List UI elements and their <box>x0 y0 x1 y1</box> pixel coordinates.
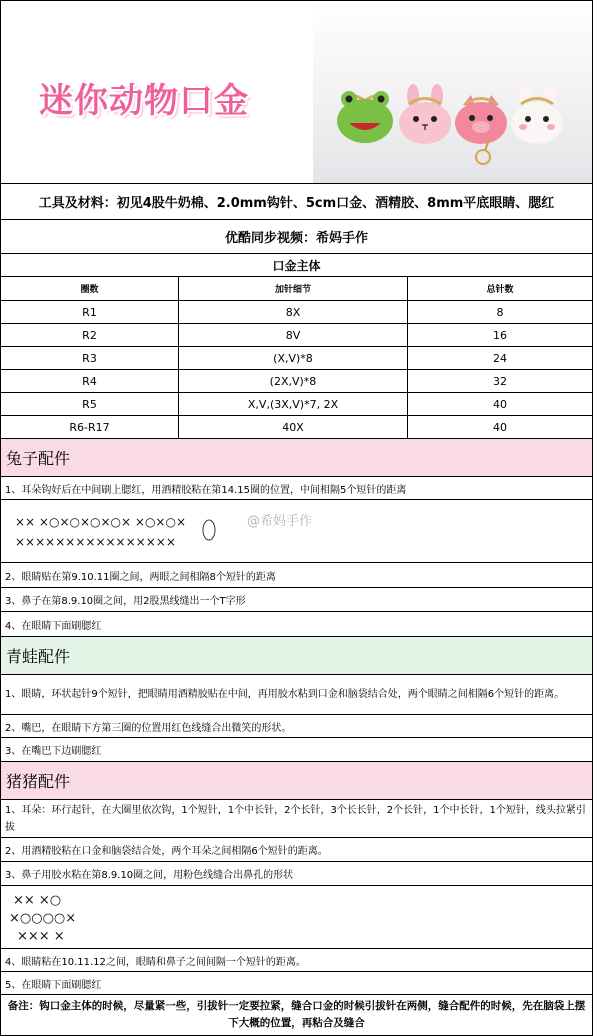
video-line: 优酷同步视频：希妈手作 <box>1 220 592 254</box>
note-text: 备注：钩口金主体的时候，尽量紧一些，引拔针一定要拉紧，缝合口金的时候引拔针在两侧，缝合配件的时候，先在脑袋上摆下大概的位置，再粘合及缝合 <box>7 1000 586 1029</box>
cell-round: R6-R17 <box>1 416 179 439</box>
cell-total: 32 <box>408 370 593 393</box>
header <box>1 1 592 184</box>
svg-text:×× ×○: ×× ×○ <box>13 893 62 908</box>
table-row <box>1 416 592 439</box>
cell-round: R5 <box>1 393 179 416</box>
cell-increase: (X,V)*8 <box>179 347 408 370</box>
pig-step-5: 5、在眼睛下面刷腮红 <box>1 972 592 995</box>
pig-ear-stitch-chart <box>7 888 127 946</box>
pig-section-title: 猪猪配件 <box>1 762 592 800</box>
table-title: 口金主体 <box>1 254 592 277</box>
table-row <box>1 370 592 393</box>
white-bunny-purse-image <box>511 86 563 144</box>
frog-step-2: 2、嘴巴，在眼睛下方第三圈的位置用红色线缝合出微笑的形状。 <box>1 715 592 738</box>
header-round: 圈数 <box>1 277 179 301</box>
crochet-purses-illustration <box>313 1 592 183</box>
stitch-table <box>1 277 592 439</box>
pig-purse-image <box>455 95 507 164</box>
cell-increase: (2X,V)*8 <box>179 370 408 393</box>
table-header-row <box>1 277 592 301</box>
cell-total: 8 <box>408 301 593 324</box>
cell-increase: 8X <box>179 301 408 324</box>
cell-round: R3 <box>1 347 179 370</box>
svg-text:××××××××××××××××: ×××××××××××××××× <box>15 535 176 549</box>
pig-step-1: 1、耳朵：环行起针，在大圈里依次钩，1个短针，1个中长针，2个长针，3个长长针，2个长针，1个中长针，1个短针，线头拉紧引拔 <box>1 800 592 838</box>
svg-text:×○○○○×: ×○○○○× <box>9 911 77 926</box>
header-total: 总针数 <box>408 277 593 301</box>
cell-increase: 8V <box>179 324 408 347</box>
pig-step-4: 4、眼睛粘在10.11.12之间，眼睛和鼻子之间间隔一个短针的距离。 <box>1 949 592 972</box>
materials-line: 工具及材料：初见4股牛奶棉、2.0mm钩针、5cm口金、酒精胶、8mm平底眼睛、腮红 <box>1 184 592 220</box>
frog-step-1: 1、眼睛，环状起针9个短针，把眼睛用酒精胶贴在中间，再用胶水粘到口金和脑袋结合处，两个眼睛之间相隔6个短针的距离。 <box>1 675 592 715</box>
cell-total: 16 <box>408 324 593 347</box>
rabbit-step-4: 4、在眼睛下面刷腮红 <box>1 612 592 637</box>
pig-step-3: 3、鼻子用胶水粘在第8.9.10圈之间，用粉色线缝合出鼻孔的形状 <box>1 862 592 886</box>
frog-purse-image <box>337 91 393 143</box>
rabbit-ear-diagram <box>1 500 592 563</box>
cell-round: R1 <box>1 301 179 324</box>
pig-ear-diagram <box>1 886 592 949</box>
rabbit-step-2: 2、眼睛贴在第9.10.11圈之间，两眼之间相隔8个短针的距离 <box>1 563 592 588</box>
cell-round: R4 <box>1 370 179 393</box>
svg-text:××× ×: ××× × <box>17 929 65 944</box>
table-row <box>1 301 592 324</box>
cell-increase: X,V,(3X,V)*7, 2X <box>179 393 408 416</box>
table-row <box>1 393 592 416</box>
rabbit-step-1: 1、耳朵钩好后在中间刷上腮红，用酒精胶粘在第14.15圈的位置，中间相隔5个短针的距离 <box>1 477 592 500</box>
ear-stitch-chart <box>11 504 231 560</box>
cell-total: 24 <box>408 347 593 370</box>
frog-step-3: 3、在嘴巴下边刷腮红 <box>1 738 592 762</box>
watermark-text: @希妈手作 <box>247 514 313 529</box>
pig-step-2: 2、用酒精胶粘在口金和脑袋结合处，两个耳朵之间相隔6个短针的距离。 <box>1 838 592 862</box>
frog-section-title: 青蛙配件 <box>1 637 592 675</box>
cell-increase: 40X <box>179 416 408 439</box>
header-increase: 加针细节 <box>179 277 408 301</box>
cell-total: 40 <box>408 416 593 439</box>
page-title: 迷你动物口金 <box>39 81 249 121</box>
cell-round: R2 <box>1 324 179 347</box>
table-row <box>1 324 592 347</box>
svg-text:×× ×○×○×○×○× ×○×○×: ×× ×○×○×○×○× ×○×○× <box>15 515 186 529</box>
rabbit-step-3: 3、鼻子在第8.9.10圈之间，用2股黑线缝出一个T字形 <box>1 588 592 612</box>
product-photo <box>313 1 592 183</box>
cell-total: 40 <box>408 393 593 416</box>
rabbit-section-title: 兔子配件 <box>1 439 592 477</box>
table-row <box>1 347 592 370</box>
rabbit-purse-image <box>399 84 451 144</box>
